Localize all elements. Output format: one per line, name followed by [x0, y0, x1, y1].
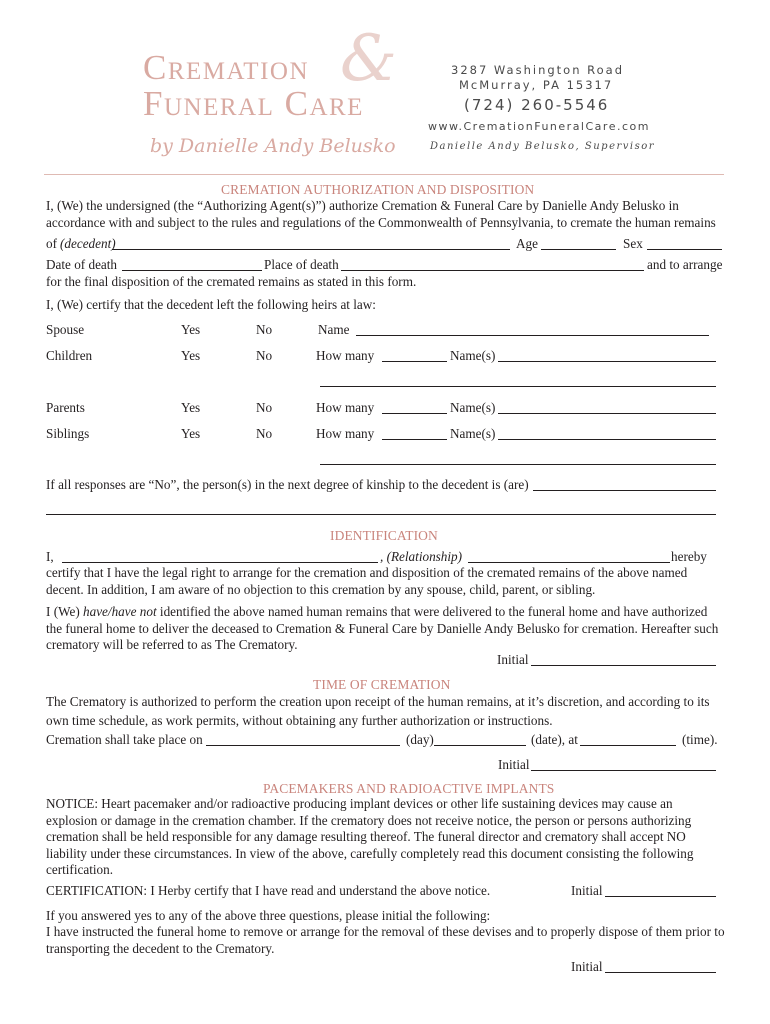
of-label: of [46, 236, 57, 251]
logo-cremation: Cremation [143, 48, 310, 87]
time-initial-label: Initial [498, 757, 530, 772]
time-initial-field[interactable] [531, 770, 716, 771]
relationship-field[interactable] [468, 562, 670, 563]
all-no-text: If all responses are “No”, the person(s) in the next degree of kinship to the decedent is (are) [46, 477, 529, 492]
parents-yes[interactable]: Yes [181, 400, 201, 415]
name-field[interactable] [62, 562, 378, 563]
logo-ampersand: & [340, 22, 397, 96]
children-names-field[interactable] [498, 361, 716, 362]
decedent-label: (decedent) [60, 236, 116, 251]
if-answered-text: If you answered yes to any of the above three questions, please initial the following: [46, 908, 491, 923]
identified-paragraph [46, 604, 726, 654]
phone-number: (724) 260-5546 [464, 96, 610, 114]
heir-label-siblings: Siblings [46, 426, 90, 441]
date-of-death-field[interactable] [122, 270, 262, 271]
certification-initial-label: Initial [571, 883, 603, 898]
spouse-yes[interactable]: Yes [181, 322, 201, 337]
final-disposition: for the final disposition of the cremated remains as stated in this form. [46, 274, 417, 289]
instructed-initial-label: Initial [571, 959, 603, 974]
relationship-label: , (Relationship) [380, 549, 463, 564]
sex-field[interactable] [647, 249, 722, 250]
children-how-many-field[interactable] [382, 361, 447, 362]
date-of-death-label: Date of death [46, 257, 118, 272]
section-title-time: TIME OF CREMATION [313, 677, 451, 692]
date-label: (date), at [531, 732, 578, 747]
parents-no[interactable]: No [256, 400, 273, 415]
siblings-names-field-2[interactable] [320, 464, 716, 465]
arrange-label: and to arrange [647, 257, 723, 272]
heir-label-spouse: Spouse [46, 322, 85, 337]
section-title-pacemakers: PACEMAKERS AND RADIOACTIVE IMPLANTS [263, 781, 555, 796]
children-how-many-label: How many [316, 348, 375, 363]
children-names-label: Name(s) [450, 348, 496, 363]
day-field[interactable] [434, 745, 526, 746]
parents-names-field[interactable] [498, 413, 716, 414]
section-title-authorization: CREMATION AUTHORIZATION AND DISPOSITION [221, 182, 535, 197]
time-paragraph: The Crematory is authorized to perform the creation upon receipt of the human remains, at it’s discretion, and according to its own time schedule, as work permits, without obtaining any further authorization or instructions. [46, 694, 710, 728]
place-of-death-field[interactable] [341, 270, 644, 271]
age-label: Age [516, 236, 538, 251]
take-place-label: Cremation shall take place on [46, 732, 203, 747]
supervisor: Danielle Andy Belusko, Supervisor [430, 141, 656, 152]
decedent-field[interactable] [112, 249, 510, 250]
sex-label: Sex [623, 236, 643, 251]
logo-script: by Danielle Andy Belusko [150, 135, 396, 157]
siblings-how-many-label: How many [316, 426, 375, 441]
certification-initial-field[interactable] [605, 896, 716, 897]
siblings-no[interactable]: No [256, 426, 273, 441]
identification-initial-label: Initial [497, 652, 529, 667]
next-of-kin-field-2[interactable] [46, 514, 716, 515]
children-no[interactable]: No [256, 348, 273, 363]
siblings-how-many-field[interactable] [382, 439, 447, 440]
have-have-not: have/have not [83, 604, 157, 619]
next-of-kin-field[interactable] [533, 490, 716, 491]
certification-text: CERTIFICATION: I Herby certify that I have read and understand the above notice. [46, 883, 491, 898]
certify-heirs: I, (We) certify that the decedent left the following heirs at law: [46, 297, 376, 312]
spouse-no[interactable]: No [256, 322, 273, 337]
time-field[interactable] [580, 745, 676, 746]
intro-paragraph: I, (We) the undersigned (the “Authorizing Agent(s)”) authorize Cremation & Funeral Care by Danielle Andy Belusko in accordance with and subject to the rules and regulations of the Commonwealth of Pennsylvania, to cremate the human remains [46, 198, 716, 230]
certify-paragraph: certify that I have the legal right to arrange for the cremation and disposition of the cremated remains of the above named decent. In addition, I am aware of no objection to this cremation by any spouse, child, parent, or sibling. [46, 565, 688, 597]
parents-names-label: Name(s) [450, 400, 496, 415]
day-label: (day) [406, 732, 434, 747]
siblings-names-label: Name(s) [450, 426, 496, 441]
children-names-field-2[interactable] [320, 386, 716, 387]
time-label: (time). [682, 732, 718, 747]
instructed-initial-field[interactable] [605, 972, 716, 973]
heir-label-children: Children [46, 348, 93, 363]
age-field[interactable] [541, 249, 616, 250]
we-prefix: I (We) [46, 604, 84, 619]
heir-label-parents: Parents [46, 400, 85, 415]
siblings-names-field[interactable] [498, 439, 716, 440]
parents-how-many-field[interactable] [382, 413, 447, 414]
section-title-identification: IDENTIFICATION [330, 528, 438, 543]
address-line2: McMurray, PA 15317 [459, 78, 614, 92]
logo-funeral-care: Funeral Care [143, 84, 364, 123]
identification-initial-field[interactable] [531, 665, 716, 666]
i-label: I, [46, 549, 54, 564]
siblings-yes[interactable]: Yes [181, 426, 201, 441]
spouse-name-label: Name [318, 322, 350, 337]
take-place-field[interactable] [206, 745, 400, 746]
header-divider [44, 174, 724, 175]
hereby-label: hereby [671, 549, 707, 564]
place-of-death-label: Place of death [264, 257, 339, 272]
we-text: identified the above named human remains that were delivered to the funeral home and have authorized the funeral home to deliver the deceased to Cremation & Funeral Care by Danielle Andy Belusko for cremation. Hereafter such crematory will be referred to as The Crematory. [46, 604, 719, 652]
instructed-paragraph: I have instructed the funeral home to remove or arrange for the removal of these devises and to properly dispose of them prior to transporting the decedent to the Crematory. [46, 924, 725, 956]
address-line1: 3287 Washington Road [451, 63, 625, 77]
spouse-name-field[interactable] [356, 335, 709, 336]
website: www.CremationFuneralCare.com [428, 120, 650, 133]
notice-paragraph: NOTICE: Heart pacemaker and/or radioactive producing implant devices or other life sustaining devices may cause an explosion or damage in the cremation chamber. If the crematory does not receive notice, the person or persons authorizing cremation shall be held responsible for any damage resulting thereof. The funeral director and crematory shall accept NO liability under these circumstances. In view of the above, carefully completely read this document consisting the following certification. [46, 796, 694, 877]
parents-how-many-label: How many [316, 400, 375, 415]
children-yes[interactable]: Yes [181, 348, 201, 363]
